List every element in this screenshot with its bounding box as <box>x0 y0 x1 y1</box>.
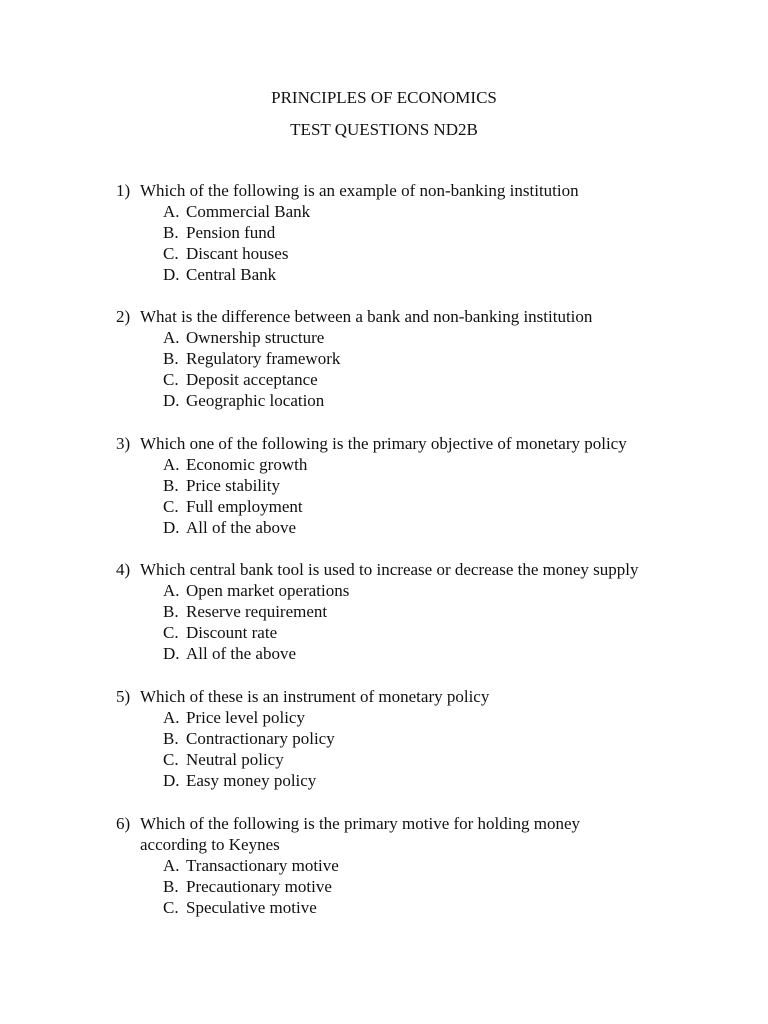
option-text: Transactionary motive <box>186 856 339 875</box>
option-letter: B. <box>163 602 179 621</box>
option-letter: D. <box>163 518 180 537</box>
question-number: 2) <box>116 307 131 326</box>
question-1 <box>116 180 716 285</box>
option-letter: C. <box>163 244 179 263</box>
option-letter: A. <box>163 708 180 727</box>
option-text: Central Bank <box>186 265 277 284</box>
option-letter: C. <box>163 370 179 389</box>
option-text: Contractionary policy <box>186 729 335 748</box>
option-letter: B. <box>163 729 179 748</box>
question-text-continued: according to Keynes <box>140 835 280 854</box>
option-text: All of the above <box>186 518 296 537</box>
question-text: Which one of the following is the primary objective of monetary policy <box>140 434 627 453</box>
option <box>116 580 716 601</box>
option-text: All of the above <box>186 644 296 663</box>
option-letter: B. <box>163 223 179 242</box>
option-text: Precautionary motive <box>186 877 332 896</box>
option-text: Reserve requirement <box>186 602 328 621</box>
option-text: Speculative motive <box>186 898 317 917</box>
option-text: Price stability <box>186 476 280 495</box>
option <box>116 201 716 222</box>
option <box>116 749 716 770</box>
question-text: Which of the following is the primary motive for holding money <box>140 814 581 833</box>
question-text: What is the difference between a bank and non-banking institution <box>140 307 593 326</box>
option <box>116 622 716 643</box>
document-title: PRINCIPLES OF ECONOMICS <box>271 88 497 107</box>
option-text: Easy money policy <box>186 771 317 790</box>
question-2 <box>116 306 716 411</box>
question-number: 1) <box>116 181 131 200</box>
option-text: Full employment <box>186 497 303 516</box>
option-letter: D. <box>163 391 180 410</box>
option <box>116 348 716 369</box>
option-text: Open market operations <box>186 581 350 600</box>
option <box>116 475 716 496</box>
option <box>116 897 716 918</box>
option <box>116 390 716 411</box>
option-letter: A. <box>163 581 180 600</box>
option-letter: A. <box>163 856 180 875</box>
option-text: Commercial Bank <box>186 202 311 221</box>
option <box>116 369 716 390</box>
option-text: Discount rate <box>186 623 278 642</box>
question-5 <box>116 686 716 791</box>
question-number: 3) <box>116 434 131 453</box>
option <box>116 707 716 728</box>
question-text: Which central bank tool is used to increase or decrease the money supply <box>140 560 639 579</box>
question-6 <box>116 813 716 918</box>
option-letter: D. <box>163 644 180 663</box>
option <box>116 264 716 285</box>
question-4 <box>116 559 716 664</box>
option <box>116 728 716 749</box>
option-letter: A. <box>163 328 180 347</box>
option <box>116 222 716 243</box>
option <box>116 643 716 664</box>
option-letter: B. <box>163 349 179 368</box>
option-letter: D. <box>163 265 180 284</box>
option <box>116 876 716 897</box>
question-text: Which of these is an instrument of monetary policy <box>140 687 490 706</box>
option <box>116 601 716 622</box>
option-text: Price level policy <box>186 708 305 727</box>
option <box>116 517 716 538</box>
question-number: 5) <box>116 687 131 706</box>
option-letter: C. <box>163 750 179 769</box>
option-text: Geographic location <box>186 391 325 410</box>
option <box>116 855 716 876</box>
question-text: Which of the following is an example of non-banking institution <box>140 181 579 200</box>
option <box>116 770 716 791</box>
option-text: Discant houses <box>186 244 289 263</box>
option <box>116 454 716 475</box>
question-number: 4) <box>116 560 131 579</box>
option-text: Economic growth <box>186 455 308 474</box>
option <box>116 243 716 264</box>
option-letter: A. <box>163 455 180 474</box>
option-letter: D. <box>163 771 180 790</box>
option-letter: C. <box>163 497 179 516</box>
option-text: Deposit acceptance <box>186 370 318 389</box>
question-number: 6) <box>116 814 131 833</box>
option-letter: B. <box>163 476 179 495</box>
option <box>116 327 716 348</box>
option-letter: A. <box>163 202 180 221</box>
question-3 <box>116 433 716 538</box>
option-text: Pension fund <box>186 223 276 242</box>
option <box>116 496 716 517</box>
option-text: Neutral policy <box>186 750 284 769</box>
option-letter: C. <box>163 898 179 917</box>
option-letter: B. <box>163 877 179 896</box>
option-text: Ownership structure <box>186 328 325 347</box>
option-letter: C. <box>163 623 179 642</box>
document-subtitle: TEST QUESTIONS ND2B <box>290 120 478 139</box>
option-text: Regulatory framework <box>186 349 341 368</box>
